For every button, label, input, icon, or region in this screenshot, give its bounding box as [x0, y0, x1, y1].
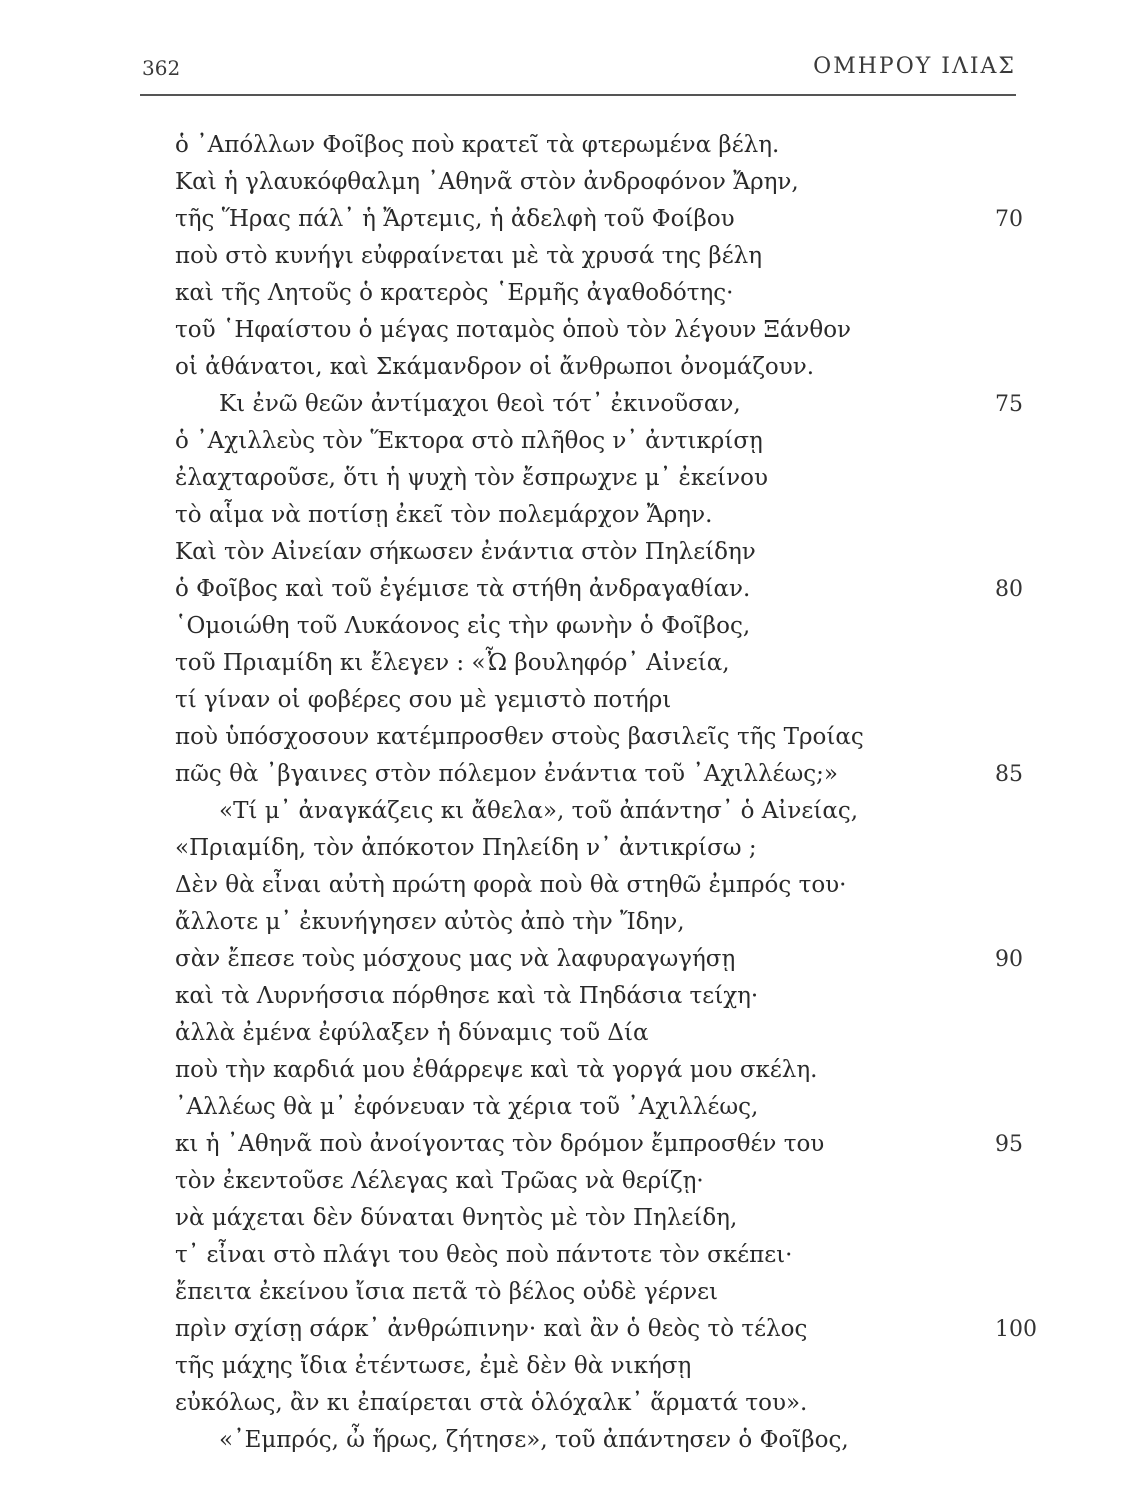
verse-text: οἱ ἀθάνατοι, καὶ Σκάμανδρον οἱ ἄνθρωποι ὀνομάζουν.: [175, 354, 815, 380]
verse-line: [175, 1089, 1035, 1126]
verse-text: τοῦ ῾Ηφαίστου ὁ μέγας ποταμὸς ὁποὺ τὸν λέγουν Ξάνθον: [175, 317, 852, 343]
verse-line: [175, 1237, 1035, 1274]
verse-line: [175, 719, 1035, 756]
page-number: 362: [142, 56, 181, 80]
page-header: [142, 48, 1016, 88]
verse-line: [175, 312, 1035, 349]
line-number: 75: [995, 392, 1023, 417]
verse-text: τ᾿ εἶναι στὸ πλάγι του θεὸς ποὺ πάντοτε τὸν σκέπει·: [175, 1242, 793, 1268]
verse-text: σὰν ἔπεσε τοὺς μόσχους μας νὰ λαφυραγωγήσῃ: [175, 946, 736, 972]
verse-text: τοῦ Πριαμίδη κι ἔλεγεν : «Ὦ βουληφόρ᾿ Αἰνεία,: [175, 650, 730, 676]
verse-text: ἐλαχταροῦσε, ὅτι ἡ ψυχὴ τὸν ἔσπρωχνε μ᾿ ἐκείνου: [175, 465, 768, 491]
verse-text: τῆς μάχης ἴδια ἐτέντωσε, ἐμὲ δὲν θὰ νικήσῃ: [175, 1353, 692, 1379]
verse-line: [175, 386, 1035, 423]
verse-text: ὁ ᾿Απόλλων Φοῖβος ποὺ κρατεῖ τὰ φτερωμένα βέλη.: [175, 132, 780, 158]
verse-text: Καὶ ἡ γλαυκόφθαλμη ᾿Αθηνᾶ στὸν ἀνδροφόνον Ἄρην,: [175, 169, 799, 195]
verse-text: τί γίναν οἱ φοβέρες σου μὲ γεμιστὸ ποτήρι: [175, 687, 672, 713]
verse-line: [175, 275, 1035, 312]
verse-line: [175, 238, 1035, 275]
verse-text: ἀλλὰ ἐμένα ἐφύλαξεν ἡ δύναμις τοῦ Δία: [175, 1020, 649, 1046]
verse-line: [175, 830, 1035, 867]
verse-text: «᾿Εμπρός, ὦ ἥρως, ζήτησε», τοῦ ἀπάντησεν ὁ Φοῖβος,: [219, 1427, 849, 1453]
verse-line: [175, 571, 1035, 608]
verse-text: τὸ αἷμα νὰ ποτίσῃ ἐκεῖ τὸν πολεμάρχον Ἄρην.: [175, 502, 713, 528]
verse-text: νὰ μάχεται δὲν δύναται θνητὸς μὲ τὸν Πηλείδη,: [175, 1205, 738, 1231]
verse-text: τὸν ἐκεντοῦσε Λέλεγας καὶ Τρῶας νὰ θερίζῃ·: [175, 1168, 704, 1194]
line-number: 90: [995, 947, 1023, 972]
verse-line: [175, 1385, 1035, 1422]
verse-text: ἄλλοτε μ᾿ ἐκυνήγησεν αὐτὸς ἀπὸ τὴν Ἴδην,: [175, 909, 685, 935]
running-title: ΟΜΗΡΟΥ ΙΛΙΑΣ: [813, 54, 1016, 79]
verse-text: τῆς Ἥρας πάλ᾿ ἡ Ἄρτεμις, ἡ ἀδελφὴ τοῦ Φοίβου: [175, 206, 735, 232]
verse-line: [175, 460, 1035, 497]
verse-text: ᾿Αλλέως θὰ μ᾿ ἐφόνευαν τὰ χέρια τοῦ ᾿Αχιλλέως,: [175, 1094, 759, 1120]
verse-text: Καὶ τὸν Αἰνείαν σήκωσεν ἐνάντια στὸν Πηλείδην: [175, 539, 756, 565]
verse-line: [175, 164, 1035, 201]
line-number: 100: [995, 1317, 1037, 1342]
verse-line: [175, 941, 1035, 978]
verse-text: ῾Ομοιώθη τοῦ Λυκάονος εἰς τὴν φωνὴν ὁ Φοῖβος,: [175, 613, 751, 639]
verse-text: Δὲν θὰ εἶναι αὐτὴ πρώτη φορὰ ποὺ θὰ στηθῶ ἐμπρός του·: [175, 872, 847, 898]
verse-line: [175, 793, 1035, 830]
header-rule: [140, 94, 1016, 96]
verse-text: Κι ἐνῶ θεῶν ἀντίμαχοι θεοὶ τότ᾿ ἐκινοῦσαν,: [219, 391, 741, 417]
verse-line: [175, 1015, 1035, 1052]
verse-text: ποὺ τὴν καρδιά μου ἐθάρρεψε καὶ τὰ γοργά μου σκέλη.: [175, 1057, 818, 1083]
verse-line: [175, 1274, 1035, 1311]
verse-line: [175, 497, 1035, 534]
verse-line: [175, 682, 1035, 719]
verse-line: [175, 1422, 1035, 1459]
verse-line: [175, 645, 1035, 682]
verse-line: [175, 1311, 1035, 1348]
line-number: 85: [995, 762, 1023, 787]
verse-line: [175, 978, 1035, 1015]
verse-text: «Τί μ᾿ ἀναγκάζεις κι ἄθελα», τοῦ ἀπάντησ᾿ ὁ Αἰνείας,: [219, 798, 859, 824]
verse-line: [175, 608, 1035, 645]
verse-text: ποὺ ὑπόσχοσουν κατέμπροσθεν στοὺς βασιλεῖς τῆς Τροίας: [175, 724, 864, 750]
verse-text: ἔπειτα ἐκείνου ἴσια πετᾶ τὸ βέλος οὐδὲ γέρνει: [175, 1279, 719, 1305]
verse-line: [175, 756, 1035, 793]
verse-line: [175, 1052, 1035, 1089]
verse-text: «Πριαμίδη, τὸν ἀπόκοτον Πηλείδη ν᾿ ἀντικρίσω ;: [175, 835, 757, 861]
verse-text: ὁ Φοῖβος καὶ τοῦ ἐγέμισε τὰ στήθη ἀνδραγαθίαν.: [175, 576, 751, 602]
poem-text: [175, 127, 1035, 1459]
verse-line: [175, 534, 1035, 571]
verse-text: κι ἡ ᾿Αθηνᾶ ποὺ ἀνοίγοντας τὸν δρόμον ἔμπροσθέν του: [175, 1131, 825, 1157]
verse-line: [175, 423, 1035, 460]
line-number: 70: [995, 207, 1023, 232]
verse-text: εὐκόλως, ἂν κι ἐπαίρεται στὰ ὁλόχαλκ᾿ ἅρματά του».: [175, 1390, 808, 1416]
verse-line: [175, 1163, 1035, 1200]
line-number: 95: [995, 1132, 1023, 1157]
verse-line: [175, 1200, 1035, 1237]
verse-text: ποὺ στὸ κυνήγι εὐφραίνεται μὲ τὰ χρυσά της βέλη: [175, 243, 763, 269]
verse-line: [175, 867, 1035, 904]
verse-line: [175, 201, 1035, 238]
verse-line: [175, 904, 1035, 941]
verse-text: πρὶν σχίσῃ σάρκ᾿ ἀνθρώπινην· καὶ ἂν ὁ θεὸς τὸ τέλος: [175, 1316, 808, 1342]
verse-text: καὶ τὰ Λυρνήσσια πόρθησε καὶ τὰ Πηδάσια τείχη·: [175, 983, 759, 1009]
line-number: 80: [995, 577, 1023, 602]
verse-text: καὶ τῆς Λητοῦς ὁ κρατερὸς ῾Ερμῆς ἀγαθοδότης·: [175, 280, 734, 306]
verse-line: [175, 1126, 1035, 1163]
verse-line: [175, 127, 1035, 164]
verse-line: [175, 1348, 1035, 1385]
verse-line: [175, 349, 1035, 386]
verse-text: πῶς θὰ ᾿βγαινες στὸν πόλεμον ἐνάντια τοῦ ᾿Αχιλλέως;»: [175, 761, 838, 787]
verse-text: ὁ ᾿Αχιλλεὺς τὸν Ἕκτορα στὸ πλῆθος ν᾿ ἀντικρίσῃ: [175, 428, 763, 454]
